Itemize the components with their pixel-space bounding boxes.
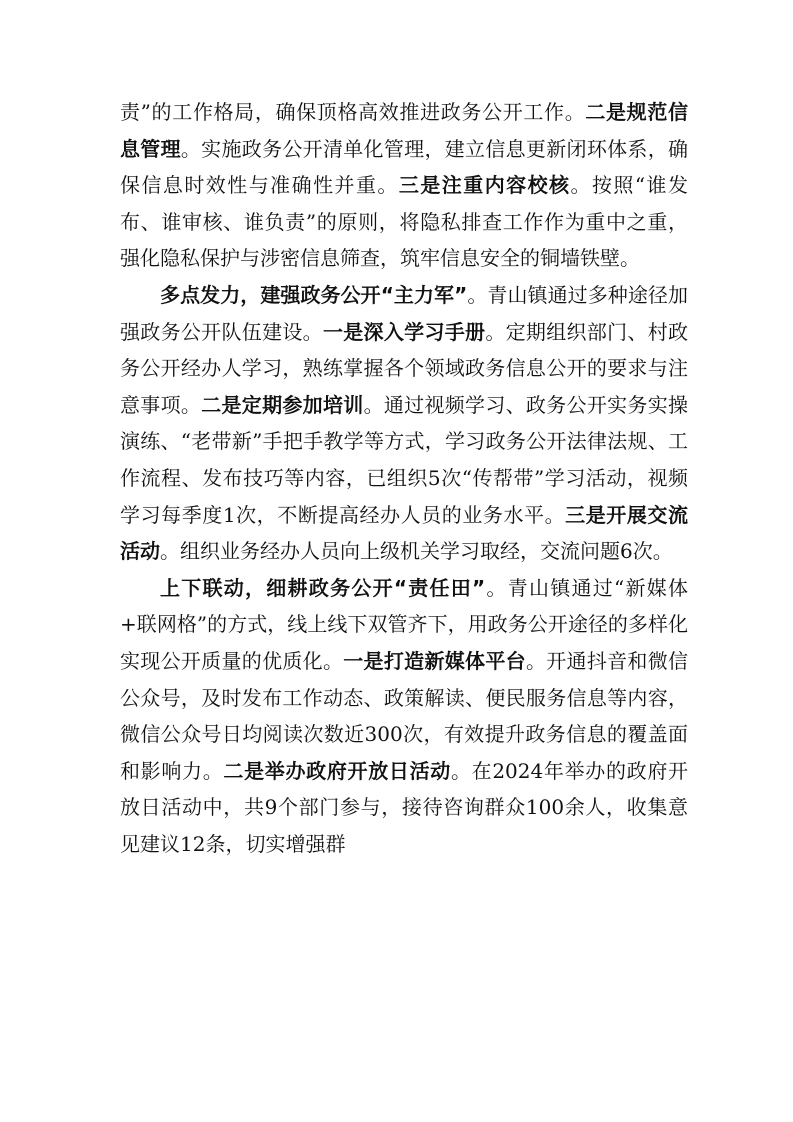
text-segment: 。定期组织部门、村政务公开经办人学习，熟练掌握各个领域政务信息公开的要求与注意事项。	[120, 319, 689, 417]
paragraph-work-pattern	[120, 94, 688, 277]
bold-heading: 三是注重内容校核	[398, 173, 571, 198]
text-segment: 责”的工作格局，确保顶格高效推进政务公开工作。	[120, 100, 586, 124]
bold-heading: 一是打造新媒体平台	[343, 648, 526, 673]
text-segment: 。通过视频学习、政务公开实务实操演练、“老带新”手把手教学等方式，学习政务公开法律法规、工作流程、发布技巧等内容，已组织5次“传帮带”学习活动，视频学习每季度1次，不断提高经办人员的业务水平。	[120, 392, 689, 527]
paragraph-team-building	[120, 277, 688, 570]
section-heading: 多点发力，建强政务公开“主力军”	[160, 282, 468, 307]
text-segment: 。青山镇通过“新媒体+联网格”的方式，线上线下双管齐下，用政务公开途径的多样化实现公开质量的优质化。	[120, 575, 688, 673]
text-segment: 。组织业务经办人员向上级机关学习取经，交流问题6次。	[160, 539, 673, 564]
text-segment: 。青山镇通过多种途径加强政务公开队伍建设。	[120, 282, 689, 344]
text-segment: 。实施政务公开清单化管理，建立信息更新闭环体系，确保信息时效性与准确性并重。	[120, 136, 689, 198]
bold-heading: 三是开展交流活动	[120, 502, 688, 564]
bold-heading: 一是深入学习手册	[322, 319, 486, 344]
bold-heading: 二是规范信息管理	[120, 100, 688, 161]
bold-heading: 二是定期参加培训	[201, 392, 364, 417]
paragraph-linkage	[120, 570, 688, 863]
text-segment: 。开通抖音和微信公众号，及时发布工作动态、政策解读、便民服务信息等内容，微信公众号日均阅读次数近300次，有效提升政务信息的覆盖面和影响力。	[120, 648, 689, 783]
text-segment: 。在2024年举办的政府开放日活动中，共9个部门参与，接待咨询群众100余人，收集意见建议12条，切实增强群	[120, 758, 689, 856]
section-heading: 上下联动，细耕政务公开“责任田”	[160, 575, 486, 600]
text-segment: 。按照“谁发布、谁审核、谁负责”的原则，将隐私排查工作作为重中之重，强化隐私保护与涉密信息筛查，筑牢信息安全的铜墙铁壁。	[120, 173, 689, 271]
bold-heading: 二是举办政府开放日活动	[223, 758, 451, 783]
document-body	[120, 94, 688, 862]
